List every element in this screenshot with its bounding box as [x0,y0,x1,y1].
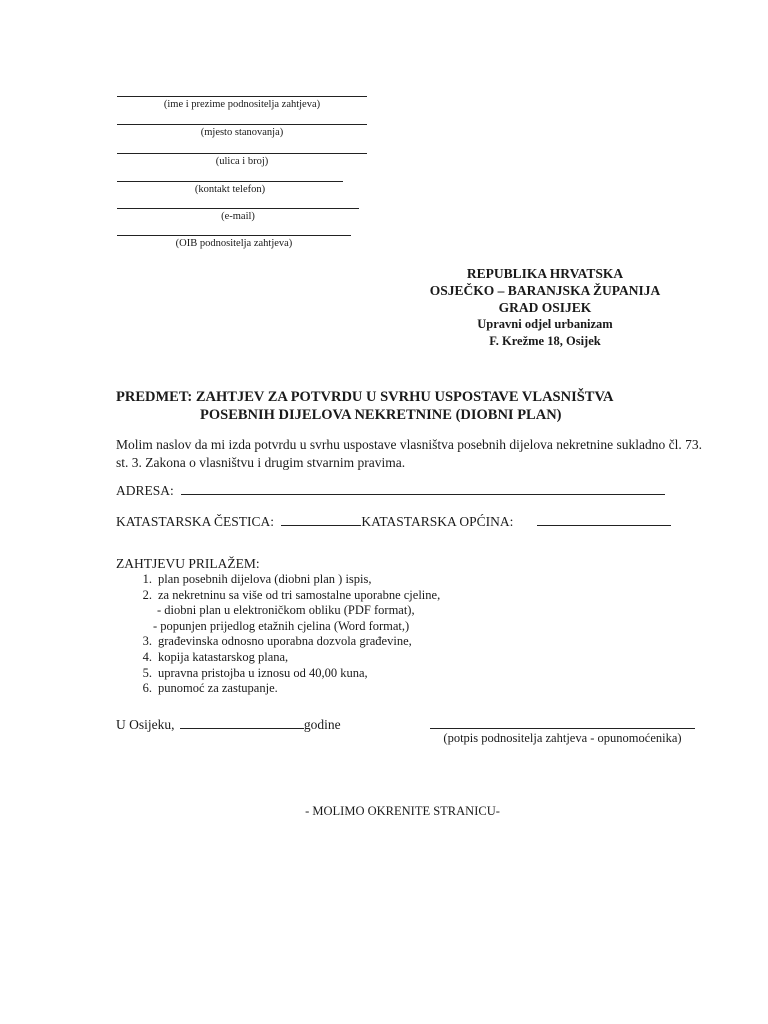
address-input-line[interactable] [181,480,665,495]
attachments-list [116,572,616,697]
date-input-line[interactable] [180,714,304,729]
subject-line: POSEBNIH DIJELOVA NEKRETNINE (DIOBNI PLAN) [200,407,562,423]
field-line [117,181,343,182]
item-text: plan posebnih dijelova (diobni plan ) ispis, [158,572,372,586]
attachments-title: ZAHTJEVU PRILAŽEM: [116,556,260,571]
cadastral-municipality-input-line[interactable] [537,511,671,526]
applicant-name-field[interactable] [117,96,367,111]
item-text: punomoć za zastupanje. [158,681,278,696]
item-text: kopija katastarskog plana, [158,649,289,664]
item-subtext: - diobni plan u elektroničkom obliku (PDF format), [157,603,415,618]
field-line [117,235,351,236]
applicant-oib-field[interactable] [117,235,351,250]
applicant-street-field[interactable] [117,153,367,168]
list-item [116,681,616,697]
item-number: 6. [142,681,152,696]
signature-line [430,728,695,729]
signature-caption: (potpis podnositelja zahtjeva - opunomoćenika) [443,731,682,745]
list-item [116,572,616,588]
field-caption: (ime i prezime podnositelja zahtjeva) [163,99,321,110]
signature-field[interactable] [430,728,695,746]
item-number: 4. [142,649,152,664]
item-text: građevinska odnosno uporabna dozvola građevine, [158,634,412,649]
field-line [117,96,367,97]
recipient-line: OSJEČKO – BARANJSKA ŽUPANIJA [429,283,661,298]
cadastre-row [116,511,671,530]
cadastral-parcel-input-line[interactable] [281,511,361,526]
address-label: ADRESA: [116,483,174,498]
cadastral-municipality-label: KATASTARSKA OPĆINA: [361,514,514,529]
recipient-line: GRAD OSIJEK [498,300,592,315]
item-number: 2. [142,587,152,602]
recipient-address [420,265,670,350]
date-suffix: godine [303,717,341,732]
field-caption: (mjesto stanovanja) [200,127,284,138]
field-line [117,124,367,125]
subject-heading [116,388,676,424]
recipient-line: REPUBLIKA HRVATSKA [466,266,624,281]
cadastral-parcel-label: KATASTARSKA ČESTICA: [116,514,274,529]
item-text: upravna pristojba u iznosu od 40,00 kuna, [158,665,368,680]
list-item [116,634,616,650]
field-caption: (ulica i broj) [215,156,269,167]
place-date-row [116,714,341,733]
recipient-line: Upravni odjel urbanizam [477,317,613,331]
item-number: 1. [142,572,152,586]
request-paragraph: Molim naslov da mi izda potvrdu u svrhu uspostave vlasništva posebnih dijelova nekretnine sukladno čl. 73. st. 3. Zakona o vlasništvu i drugim stvarnim pravima. [116,437,703,470]
field-line [117,208,359,209]
field-line [117,153,367,154]
list-item [116,650,616,666]
subject-line: PREDMET: ZAHTJEV ZA POTVRDU U SVRHU USPOSTAVE VLASNIŠTVA [116,389,614,405]
field-caption: (OIB podnositelja zahtjeva) [175,238,293,249]
applicant-email-field[interactable] [117,208,359,223]
item-number: 5. [142,665,152,680]
address-row [116,480,665,499]
item-number: 3. [142,634,152,649]
applicant-phone-field[interactable] [117,181,343,196]
applicant-residence-field[interactable] [117,124,367,139]
turn-page-note: - MOLIMO OKRENITE STRANICU- [305,804,500,818]
item-text: za nekretninu sa više od tri samostalne uporabne cjeline, [158,587,441,602]
field-caption: (e-mail) [221,211,255,222]
place-label: U Osijeku, [116,717,175,732]
list-item [116,588,616,635]
list-item [116,666,616,682]
field-caption: (kontakt telefon) [194,184,266,195]
item-subtext: - popunjen prijedlog etažnih cjelina (Word format,) [153,618,410,633]
recipient-line: F. Krežme 18, Osijek [489,334,601,348]
